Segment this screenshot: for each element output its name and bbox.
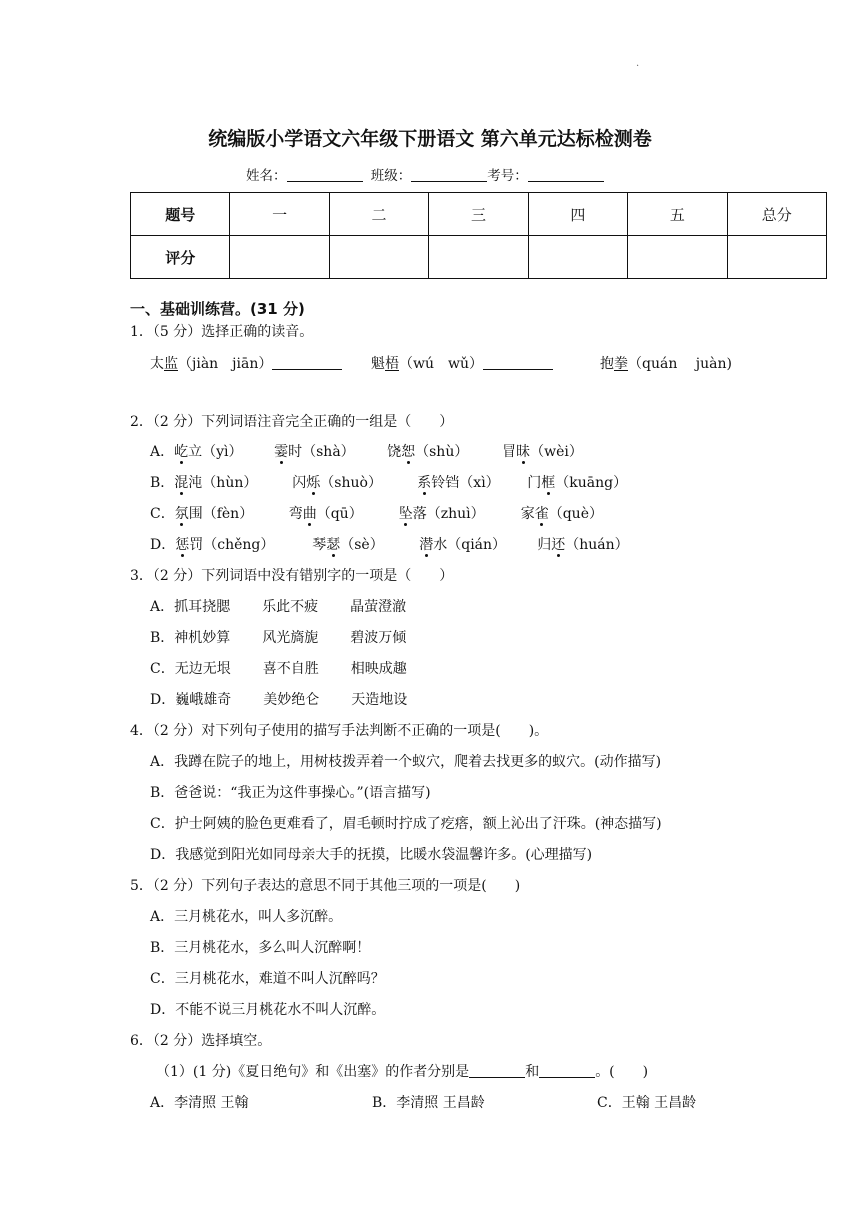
option-letter: A． — [150, 599, 175, 615]
question-stem: 3．（2 分）下列词语中没有错别字的一项是（ ） — [130, 568, 454, 584]
word-part: （qū） — [316, 506, 363, 522]
header-cell: 二 — [329, 193, 428, 236]
score-cell[interactable] — [329, 236, 428, 279]
score-cell[interactable] — [429, 236, 528, 279]
option-letter: C． — [150, 661, 175, 677]
option-row — [150, 658, 407, 678]
word-part: （kuāng） — [555, 475, 628, 491]
option-row: D．不能不说三月桃花水不叫人沉醉。 — [150, 1002, 386, 1018]
word-part: 铃铛（xì） — [431, 475, 500, 491]
option-letter: B． — [150, 630, 175, 646]
option-row — [150, 503, 603, 523]
dotted-char: 昧 — [516, 444, 531, 460]
option-letter: D． — [150, 692, 176, 708]
word-part: 冒 — [502, 444, 517, 460]
student-info — [246, 164, 604, 184]
corner-dot: . — [636, 58, 640, 69]
option-letter: C． — [150, 506, 175, 522]
dotted-char: 氛 — [174, 506, 189, 522]
word-part: 时（shà） — [288, 444, 355, 460]
score-table-score-row — [131, 236, 827, 279]
sub-question — [156, 1061, 648, 1081]
word-part: （shù） — [415, 444, 469, 460]
q1-item-char: 监 — [164, 356, 178, 372]
option-row — [150, 689, 407, 709]
word-part: （shuò） — [320, 475, 382, 491]
q1-item-prefix: 抱 — [600, 356, 614, 372]
word-part: 围（fèn） — [188, 506, 254, 522]
option-row — [150, 472, 627, 492]
question-stem: 5．（2 分）下列句子表达的意思不同于其他三项的一项是( ) — [130, 878, 521, 894]
question-stem: 2．（2 分）下列词语注音完全正确的一组是（ ） — [130, 414, 454, 430]
header-cell: 五 — [628, 193, 727, 236]
dotted-char: 瑟 — [326, 537, 341, 553]
q1-item-char: 梧 — [385, 356, 399, 372]
option-word: 巍峨雄奇 — [175, 692, 232, 708]
option-row: B．三月桃花水，多么叫人沉醉啊！ — [150, 940, 371, 956]
dotted-char: 混 — [174, 475, 189, 491]
word-part: （sè） — [340, 537, 384, 553]
dotted-char: 还 — [551, 537, 566, 553]
exam-field[interactable] — [528, 167, 604, 182]
word-part: 闪 — [292, 475, 307, 491]
option-row: C．三月桃花水，难道不叫人沉醉吗？ — [150, 971, 385, 987]
option-letter: B． — [150, 475, 175, 491]
word-part: 罚（chěng） — [189, 537, 275, 553]
word-part: 弯 — [288, 506, 303, 522]
dotted-char: 坠 — [398, 506, 413, 522]
dotted-char: 惩 — [175, 537, 190, 553]
header-cell: 总分 — [727, 193, 826, 236]
answer-blank[interactable] — [469, 1063, 525, 1078]
word-part: （wèi） — [530, 444, 583, 460]
option-word: 风光旖旎 — [262, 630, 319, 646]
option-word: 相映成趣 — [350, 661, 407, 677]
option-text: B．李清照 王昌龄 — [372, 1095, 485, 1111]
q1-item-prefix: 太 — [150, 356, 164, 372]
score-table-header-row — [131, 193, 827, 236]
header-cell: 题号 — [131, 193, 230, 236]
q1-item-pinyin: （wú wǔ） — [399, 356, 483, 372]
option-word: 抓耳挠腮 — [174, 599, 231, 615]
q1-item-pinyin: （quán juàn) — [628, 356, 732, 372]
sub-question-text: （1）(1 分)《夏日绝句》和《出塞》的作者分别是 — [156, 1064, 470, 1080]
option-word: 美妙绝仑 — [263, 692, 320, 708]
option-letter: A． — [150, 444, 175, 460]
sub-question-text: 和 — [525, 1064, 540, 1080]
score-cell[interactable] — [727, 236, 826, 279]
q1-item-pinyin: （jiàn jiān） — [178, 356, 273, 372]
score-cell[interactable] — [230, 236, 329, 279]
word-part: 水（qián） — [433, 537, 507, 553]
word-part: 归 — [537, 537, 552, 553]
option-row: D．我感觉到阳光如同母亲大手的抚摸，比暖水袋温馨许多。(心理描写) — [150, 847, 593, 863]
dotted-char: 霎 — [274, 444, 289, 460]
dotted-char: 雀 — [534, 506, 549, 522]
q1-item — [600, 353, 732, 373]
dotted-char: 恕 — [401, 444, 416, 460]
option-row: A．我蹲在院子的地上，用树枝拨弄着一个蚁穴，爬着去找更多的蚁穴。(动作描写) — [150, 754, 662, 770]
class-field[interactable] — [411, 167, 487, 182]
score-cell[interactable] — [528, 236, 627, 279]
name-label: 姓名： — [246, 168, 287, 184]
option-word: 晶萤澄澈 — [350, 599, 407, 615]
word-part: 落（zhuì） — [412, 506, 485, 522]
page-title: 统编版小学语文六年级下册语文 第六单元达标检测卷 — [208, 128, 652, 150]
exam-label: 考号： — [487, 168, 528, 184]
dotted-char: 潜 — [419, 537, 434, 553]
word-part: 门 — [527, 475, 542, 491]
word-part: 家 — [520, 506, 535, 522]
question-stem: 4．（2 分）对下列句子使用的描写手法判断不正确的一项是( )。 — [130, 723, 549, 739]
word-part: （huán） — [565, 537, 629, 553]
q1-item-prefix: 魁 — [371, 356, 385, 372]
header-cell: 一 — [230, 193, 329, 236]
row-label-cell: 评分 — [131, 236, 230, 279]
option-text: C．王翰 王昌龄 — [597, 1095, 697, 1111]
option-word: 天造地设 — [351, 692, 408, 708]
answer-blank[interactable] — [272, 355, 342, 370]
header-cell: 四 — [528, 193, 627, 236]
word-part: 琴 — [312, 537, 327, 553]
name-field[interactable] — [287, 167, 363, 182]
question-stem: 1．（5 分）选择正确的读音。 — [130, 324, 314, 340]
q1-item — [371, 353, 553, 373]
score-cell[interactable] — [628, 236, 727, 279]
answer-blank[interactable] — [483, 355, 553, 370]
score-table — [130, 192, 827, 279]
dotted-char: 烁 — [306, 475, 321, 491]
option-word: 乐此不疲 — [262, 599, 319, 615]
word-part: 饶 — [387, 444, 402, 460]
option-row — [150, 627, 406, 647]
option-row: B．爸爸说：“我正为这件事操心。”(语言描写) — [150, 785, 431, 801]
option-letter: D． — [150, 537, 176, 553]
dotted-char: 框 — [541, 475, 556, 491]
class-label: 班级： — [370, 168, 412, 184]
option-word: 无边无垠 — [174, 661, 231, 677]
word-part: 立（yì） — [188, 444, 243, 460]
dotted-char: 曲 — [302, 506, 317, 522]
option-word: 喜不自胜 — [262, 661, 319, 677]
answer-blank[interactable] — [539, 1063, 595, 1078]
dotted-char: 屹 — [174, 444, 189, 460]
question-stem: 6．（2 分）选择填空。 — [130, 1033, 272, 1049]
dotted-char: 系 — [417, 475, 432, 491]
q1-item — [150, 353, 342, 373]
option-word: 碧波万倾 — [350, 630, 407, 646]
option-row: A．三月桃花水，叫人多沉醉。 — [150, 909, 343, 925]
option-row — [150, 596, 406, 616]
section-heading: 一、基础训练营。(31 分) — [130, 300, 305, 318]
option-text: A．李清照 王翰 — [150, 1095, 249, 1111]
option-row — [150, 441, 583, 461]
option-row — [150, 1092, 696, 1112]
q1-item-char: 拳 — [614, 356, 628, 372]
word-part: （què） — [548, 506, 603, 522]
option-row: C．护士阿姨的脸色更难看了，眉毛顿时拧成了疙瘩，额上沁出了汗珠。(神态描写) — [150, 816, 662, 832]
word-part: 沌（hùn） — [188, 475, 258, 491]
option-word: 神机妙算 — [174, 630, 231, 646]
option-row — [150, 534, 629, 554]
header-cell: 三 — [429, 193, 528, 236]
sub-question-text: 。( ) — [595, 1064, 649, 1080]
